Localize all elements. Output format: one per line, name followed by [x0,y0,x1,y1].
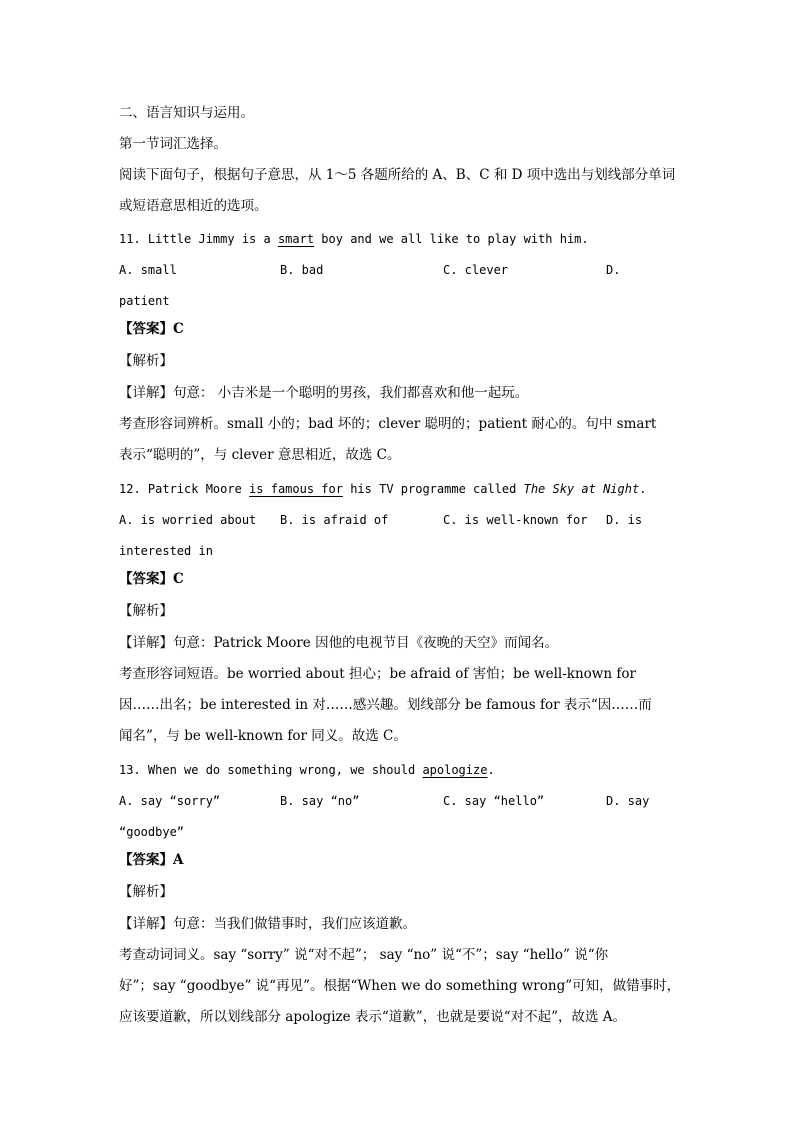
instruction-line-1: 阅读下面句子，根据句子意思，从 1～5 各题所给的 A、B、C 和 D 项中选出与划线部分单词 [119,167,676,183]
answer-label [119,851,734,869]
option-a: A. is worried about [119,513,257,527]
analysis-label: 【解析】 [119,884,173,900]
detail-text: 【详解】句意：当我们做错事时，我们应该道歉。 [119,916,416,932]
option-c: C. say “hello” [443,794,545,808]
option-b: B. say “no” [280,794,360,808]
question-13-text-pre: 13. When we do something wrong, we should [119,763,423,777]
option-c: C. is well-known for [443,513,588,527]
option-d: D. say [606,794,650,808]
question-12-underlined-phrase: is famous for [249,482,343,496]
question-13-text-post: . [487,763,495,777]
explanation-line-2: 好”；say “goodbye” 说“再见”。根据“When we do something wrong”可知，做错事时， [119,978,681,994]
analysis-label: 【解析】 [119,603,173,619]
detail-text: 【详解】句意： 小吉米是一个聪明的男孩，我们都喜欢和他一起玩。 [119,385,529,401]
explanation-line-1: 考查形容词短语。be worried about 担心；be afraid of 害怕；be well-known for [119,666,636,682]
answer-text: 【答案】A [119,852,184,868]
explanation-line-1: 考查动词词义。say “sorry” 说“对不起”； say “no” 说“不”；say “hello” 说“你 [119,947,609,963]
answer-label [119,320,734,338]
question-11-option-wrap: patient [119,294,170,308]
option-a: A. small [119,263,177,277]
question-12 [119,480,734,498]
question-11 [119,230,734,248]
question-11-underlined-word: smart [277,232,315,246]
explanation-line-2: 因……出名；be interested in 对……感兴趣。划线部分 be famous for 表示“因……而 [119,697,652,713]
explanation-line-1: 考查形容词辨析。small 小的；bad 坏的；clever 聪明的；patient 耐心的。句中 smart [119,416,657,432]
option-c: C. clever [443,263,509,277]
answer-text: 【答案】C [119,321,184,337]
answer-text: 【答案】C [119,571,184,587]
question-11-text-pre: 11. Little Jimmy is a [119,232,278,246]
option-d: D. is [606,513,643,527]
question-12-text-mid: his TV programme called [342,482,524,496]
section-heading: 二、语言知识与运用。 [119,105,254,121]
explanation-line-2: 表示“聪明的”，与 clever 意思相近，故选 C。 [119,447,401,463]
explanation-line-3: 闻名”，与 be well-known for 同义。故选 C。 [119,728,407,744]
instruction-line-2: 或短语意思相近的选项。 [119,198,268,214]
question-13 [119,761,734,779]
analysis-label: 【解析】 [119,353,173,369]
explanation-line-3: 应该要道歉，所以划线部分 apologize 表示“道歉”，也就是要说“对不起”，故选 A。 [119,1009,627,1025]
question-12-text-post: . [639,482,647,496]
option-d: D. [606,263,621,277]
question-12-text-pre: 12. Patrick Moore [119,482,250,496]
option-b: B. bad [280,263,324,277]
question-12-option-wrap: interested in [119,544,213,558]
programme-title: The Sky at Night [523,482,640,496]
question-13-option-wrap: “goodbye” [119,825,185,839]
answer-label [119,570,734,588]
question-13-underlined-word: apologize [422,763,488,777]
option-a: A. say “sorry” [119,794,221,808]
subsection-title: 第一节词汇选择。 [119,136,227,152]
detail-text: 【详解】句意：Patrick Moore 因他的电视节目《夜晚的天空》而闻名。 [119,635,559,651]
question-11-text-post: boy and we all like to play with him. [314,232,589,246]
option-b: B. is afraid of [280,513,389,527]
